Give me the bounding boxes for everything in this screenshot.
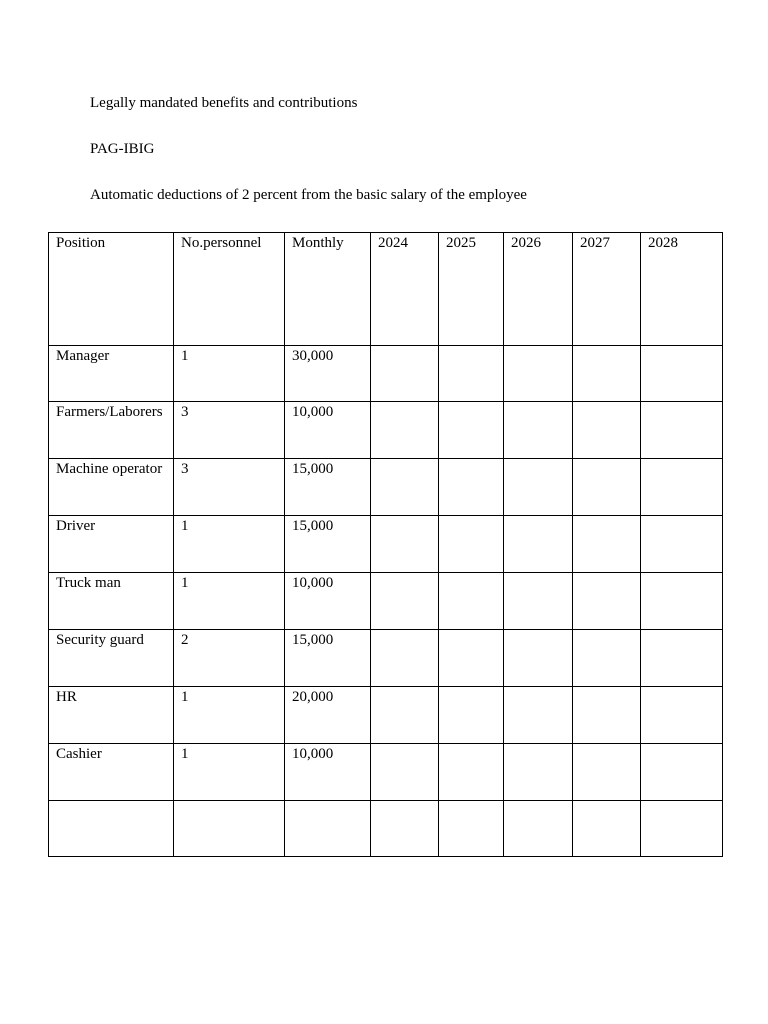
- header-monthly: Monthly: [285, 233, 371, 346]
- cell-2027: [573, 459, 641, 516]
- cell-personnel: 2: [174, 630, 285, 687]
- cell-2024: [371, 801, 439, 857]
- cell-2026: [504, 459, 573, 516]
- cell-2027: [573, 744, 641, 801]
- cell-position: Driver: [49, 516, 174, 573]
- cell-personnel: 1: [174, 573, 285, 630]
- table-row: [49, 346, 723, 402]
- cell-2026: [504, 687, 573, 744]
- cell-position: Truck man: [49, 573, 174, 630]
- cell-2026: [504, 573, 573, 630]
- cell-2028: [641, 346, 723, 402]
- header-2024: 2024: [371, 233, 439, 346]
- cell-2025: [439, 459, 504, 516]
- cell-position: Farmers/Laborers: [49, 402, 174, 459]
- cell-monthly: 15,000: [285, 630, 371, 687]
- table-row: [49, 744, 723, 801]
- cell-personnel: 1: [174, 687, 285, 744]
- cell-2027: [573, 687, 641, 744]
- document-heading: Legally mandated benefits and contributions: [90, 95, 358, 111]
- header-personnel: No.personnel: [174, 233, 285, 346]
- cell-2028: [641, 687, 723, 744]
- cell-2025: [439, 801, 504, 857]
- benefits-table: [48, 232, 723, 857]
- header-2027: 2027: [573, 233, 641, 346]
- header-position: Position: [49, 233, 174, 346]
- cell-position: Machine operator: [49, 459, 174, 516]
- cell-2025: [439, 516, 504, 573]
- header-2026: 2026: [504, 233, 573, 346]
- cell-2027: [573, 573, 641, 630]
- cell-monthly: 15,000: [285, 459, 371, 516]
- cell-2026: [504, 402, 573, 459]
- cell-2028: [641, 402, 723, 459]
- cell-2025: [439, 573, 504, 630]
- table-row: [49, 459, 723, 516]
- cell-2024: [371, 573, 439, 630]
- cell-2027: [573, 630, 641, 687]
- cell-2024: [371, 459, 439, 516]
- cell-monthly: 10,000: [285, 573, 371, 630]
- cell-personnel: 3: [174, 459, 285, 516]
- header-2028: 2028: [641, 233, 723, 346]
- cell-2025: [439, 630, 504, 687]
- table-row: [49, 573, 723, 630]
- cell-2028: [641, 801, 723, 857]
- cell-personnel: 1: [174, 516, 285, 573]
- cell-personnel: 1: [174, 744, 285, 801]
- cell-2024: [371, 744, 439, 801]
- cell-2027: [573, 346, 641, 402]
- cell-2024: [371, 402, 439, 459]
- table-row: [49, 630, 723, 687]
- cell-2024: [371, 346, 439, 402]
- cell-position: HR: [49, 687, 174, 744]
- cell-position: Cashier: [49, 744, 174, 801]
- document-subheading: PAG-IBIG: [90, 141, 155, 157]
- cell-monthly: 20,000: [285, 687, 371, 744]
- table-row-empty: [49, 801, 723, 857]
- cell-2024: [371, 516, 439, 573]
- cell-2026: [504, 801, 573, 857]
- cell-2025: [439, 346, 504, 402]
- cell-monthly: 30,000: [285, 346, 371, 402]
- cell-2028: [641, 516, 723, 573]
- cell-personnel: [174, 801, 285, 857]
- document-description: Automatic deductions of 2 percent from the basic salary of the employee: [90, 187, 527, 203]
- cell-2028: [641, 459, 723, 516]
- cell-position: [49, 801, 174, 857]
- table-header-row: [49, 233, 723, 346]
- cell-2026: [504, 346, 573, 402]
- table-row: [49, 516, 723, 573]
- cell-monthly: [285, 801, 371, 857]
- cell-personnel: 1: [174, 346, 285, 402]
- cell-2025: [439, 402, 504, 459]
- cell-position: Manager: [49, 346, 174, 402]
- cell-2025: [439, 744, 504, 801]
- cell-2028: [641, 630, 723, 687]
- cell-2028: [641, 573, 723, 630]
- cell-2026: [504, 744, 573, 801]
- table-row: [49, 687, 723, 744]
- cell-position: Security guard: [49, 630, 174, 687]
- cell-monthly: 10,000: [285, 402, 371, 459]
- cell-2027: [573, 801, 641, 857]
- table-row: [49, 402, 723, 459]
- cell-2027: [573, 402, 641, 459]
- cell-personnel: 3: [174, 402, 285, 459]
- cell-monthly: 10,000: [285, 744, 371, 801]
- cell-2025: [439, 687, 504, 744]
- cell-2024: [371, 630, 439, 687]
- cell-2028: [641, 744, 723, 801]
- cell-2026: [504, 516, 573, 573]
- cell-monthly: 15,000: [285, 516, 371, 573]
- cell-2026: [504, 630, 573, 687]
- cell-2027: [573, 516, 641, 573]
- header-2025: 2025: [439, 233, 504, 346]
- cell-2024: [371, 687, 439, 744]
